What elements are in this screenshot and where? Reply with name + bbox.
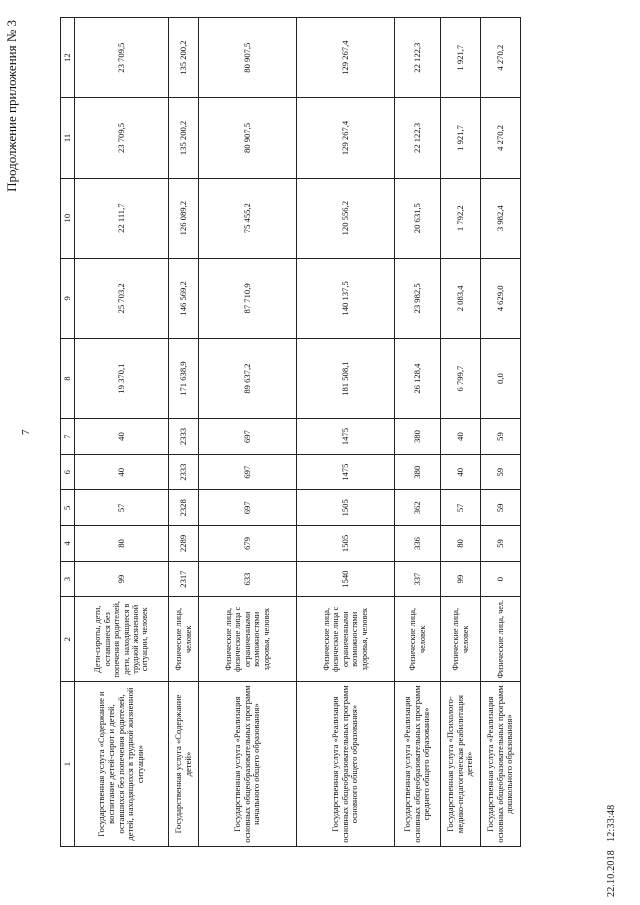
table-row <box>169 18 199 847</box>
value-cell: 697 <box>199 419 297 455</box>
value-cell: 26 128,4 <box>395 339 441 419</box>
column-header: 2 <box>61 597 75 682</box>
column-header: 11 <box>61 98 75 178</box>
value-cell: 99 <box>75 561 169 597</box>
value-cell: 40 <box>75 419 169 455</box>
value-cell: 40 <box>441 454 481 490</box>
footer-timestamp <box>606 805 617 897</box>
value-cell: 1475 <box>297 419 395 455</box>
value-cell: 80 <box>441 526 481 562</box>
service-name-cell: Государственная услуга «Реализация основных общеобразовательных программ основного общего образования» <box>297 682 395 847</box>
value-cell: 2333 <box>169 454 199 490</box>
column-number-row <box>61 18 75 847</box>
value-cell: 80 <box>75 526 169 562</box>
value-cell: 4 270,2 <box>481 18 521 98</box>
value-cell: 1475 <box>297 454 395 490</box>
value-cell: 57 <box>75 490 169 526</box>
value-cell: 1 792,2 <box>441 178 481 258</box>
column-header: 9 <box>61 258 75 338</box>
value-cell: 89 637,2 <box>199 339 297 419</box>
footer-date: 22.10.2018 <box>606 850 617 897</box>
value-cell: 120 556,2 <box>297 178 395 258</box>
value-cell: 380 <box>395 419 441 455</box>
value-cell: 135 200,2 <box>169 18 199 98</box>
value-cell: 135 200,2 <box>169 98 199 178</box>
column-header: 1 <box>61 682 75 847</box>
value-cell: 140 137,5 <box>297 258 395 338</box>
table-row <box>75 18 169 847</box>
value-cell: 59 <box>481 526 521 562</box>
value-cell: 380 <box>395 454 441 490</box>
value-cell: 337 <box>395 561 441 597</box>
service-name-cell: Государственная услуга «Содержание и воспитание детей-сирот и детей, оставшихся без попечения родителей, детей, находящихся в трудной жизненной ситуации» <box>75 682 169 847</box>
value-cell: 336 <box>395 526 441 562</box>
value-cell: 129 267,4 <box>297 98 395 178</box>
value-cell: 2333 <box>169 419 199 455</box>
recipient-category-cell: Физические лица, человек <box>169 597 199 682</box>
recipient-category-cell: Физические лица, физические лица с ограниченными возможностями здоровья, человек <box>297 597 395 682</box>
value-cell: 22 111,7 <box>75 178 169 258</box>
footer-time: 12:33:48 <box>606 804 617 842</box>
table-row <box>297 18 395 847</box>
recipient-category-cell: Дети-сироты, дети, оставшиеся без попечения родителей, дети, находящиеся в трудной жизненной ситуации, человек <box>75 597 169 682</box>
column-header: 10 <box>61 178 75 258</box>
value-cell: 1 921,7 <box>441 18 481 98</box>
value-cell: 19 370,1 <box>75 339 169 419</box>
value-cell: 22 122,3 <box>395 98 441 178</box>
service-name-cell: Государственная услуга «Психолого-медико-педагогическая реабилитация детей» <box>441 682 481 847</box>
value-cell: 126 089,2 <box>169 178 199 258</box>
value-cell: 3 982,4 <box>481 178 521 258</box>
column-header: 7 <box>61 419 75 455</box>
value-cell: 1505 <box>297 490 395 526</box>
service-name-cell: Государственная услуга «Реализация основных общеобразовательных программ дошкольного образования» <box>481 682 521 847</box>
value-cell: 23 709,5 <box>75 98 169 178</box>
column-header: 8 <box>61 339 75 419</box>
column-header: 12 <box>61 18 75 98</box>
value-cell: 20 631,5 <box>395 178 441 258</box>
value-cell: 25 703,2 <box>75 258 169 338</box>
value-cell: 181 508,1 <box>297 339 395 419</box>
value-cell: 23 982,5 <box>395 258 441 338</box>
value-cell: 697 <box>199 454 297 490</box>
value-cell: 4 270,2 <box>481 98 521 178</box>
value-cell: 57 <box>441 490 481 526</box>
table-row <box>481 18 521 847</box>
value-cell: 0,0 <box>481 339 521 419</box>
value-cell: 59 <box>481 454 521 490</box>
table-row <box>199 18 297 847</box>
table-row <box>395 18 441 847</box>
service-name-cell: Государственная услуга «Содержание детей» <box>169 682 199 847</box>
table-row <box>441 18 481 847</box>
service-name-cell: Государственная услуга «Реализация основных общеобразовательных программ начального общего образования» <box>199 682 297 847</box>
value-cell: 129 267,4 <box>297 18 395 98</box>
value-cell: 99 <box>441 561 481 597</box>
value-cell: 1540 <box>297 561 395 597</box>
value-cell: 87 710,9 <box>199 258 297 338</box>
value-cell: 633 <box>199 561 297 597</box>
value-cell: 59 <box>481 490 521 526</box>
value-cell: 146 569,2 <box>169 258 199 338</box>
data-table <box>60 17 521 847</box>
recipient-category-cell: Физические лица, чел. <box>481 597 521 682</box>
value-cell: 40 <box>441 419 481 455</box>
value-cell: 40 <box>75 454 169 490</box>
value-cell: 679 <box>199 526 297 562</box>
page-number: 7 <box>20 429 32 435</box>
value-cell: 22 122,3 <box>395 18 441 98</box>
value-cell: 75 455,2 <box>199 178 297 258</box>
value-cell: 362 <box>395 490 441 526</box>
value-cell: 2 083,4 <box>441 258 481 338</box>
value-cell: 6 799,7 <box>441 339 481 419</box>
column-header: 6 <box>61 454 75 490</box>
value-cell: 59 <box>481 419 521 455</box>
value-cell: 4 629,0 <box>481 258 521 338</box>
value-cell: 0 <box>481 561 521 597</box>
value-cell: 1 921,7 <box>441 98 481 178</box>
column-header: 4 <box>61 526 75 562</box>
value-cell: 2328 <box>169 490 199 526</box>
appendix-continuation-title: Продолжение приложения № 3 <box>4 20 19 192</box>
value-cell: 2289 <box>169 526 199 562</box>
column-header: 5 <box>61 490 75 526</box>
recipient-category-cell: Физические лица, человек <box>395 597 441 682</box>
recipient-category-cell: Физические лица, человек <box>441 597 481 682</box>
value-cell: 80 907,5 <box>199 98 297 178</box>
value-cell: 80 907,5 <box>199 18 297 98</box>
service-name-cell: Государственная услуга «Реализация основных общеобразовательных программ среднего общего образования» <box>395 682 441 847</box>
value-cell: 1505 <box>297 526 395 562</box>
column-header: 3 <box>61 561 75 597</box>
value-cell: 697 <box>199 490 297 526</box>
value-cell: 23 709,5 <box>75 18 169 98</box>
recipient-category-cell: Физические лица, физические лица с ограниченными возможностями здоровья, человек <box>199 597 297 682</box>
value-cell: 2317 <box>169 561 199 597</box>
value-cell: 171 638,9 <box>169 339 199 419</box>
